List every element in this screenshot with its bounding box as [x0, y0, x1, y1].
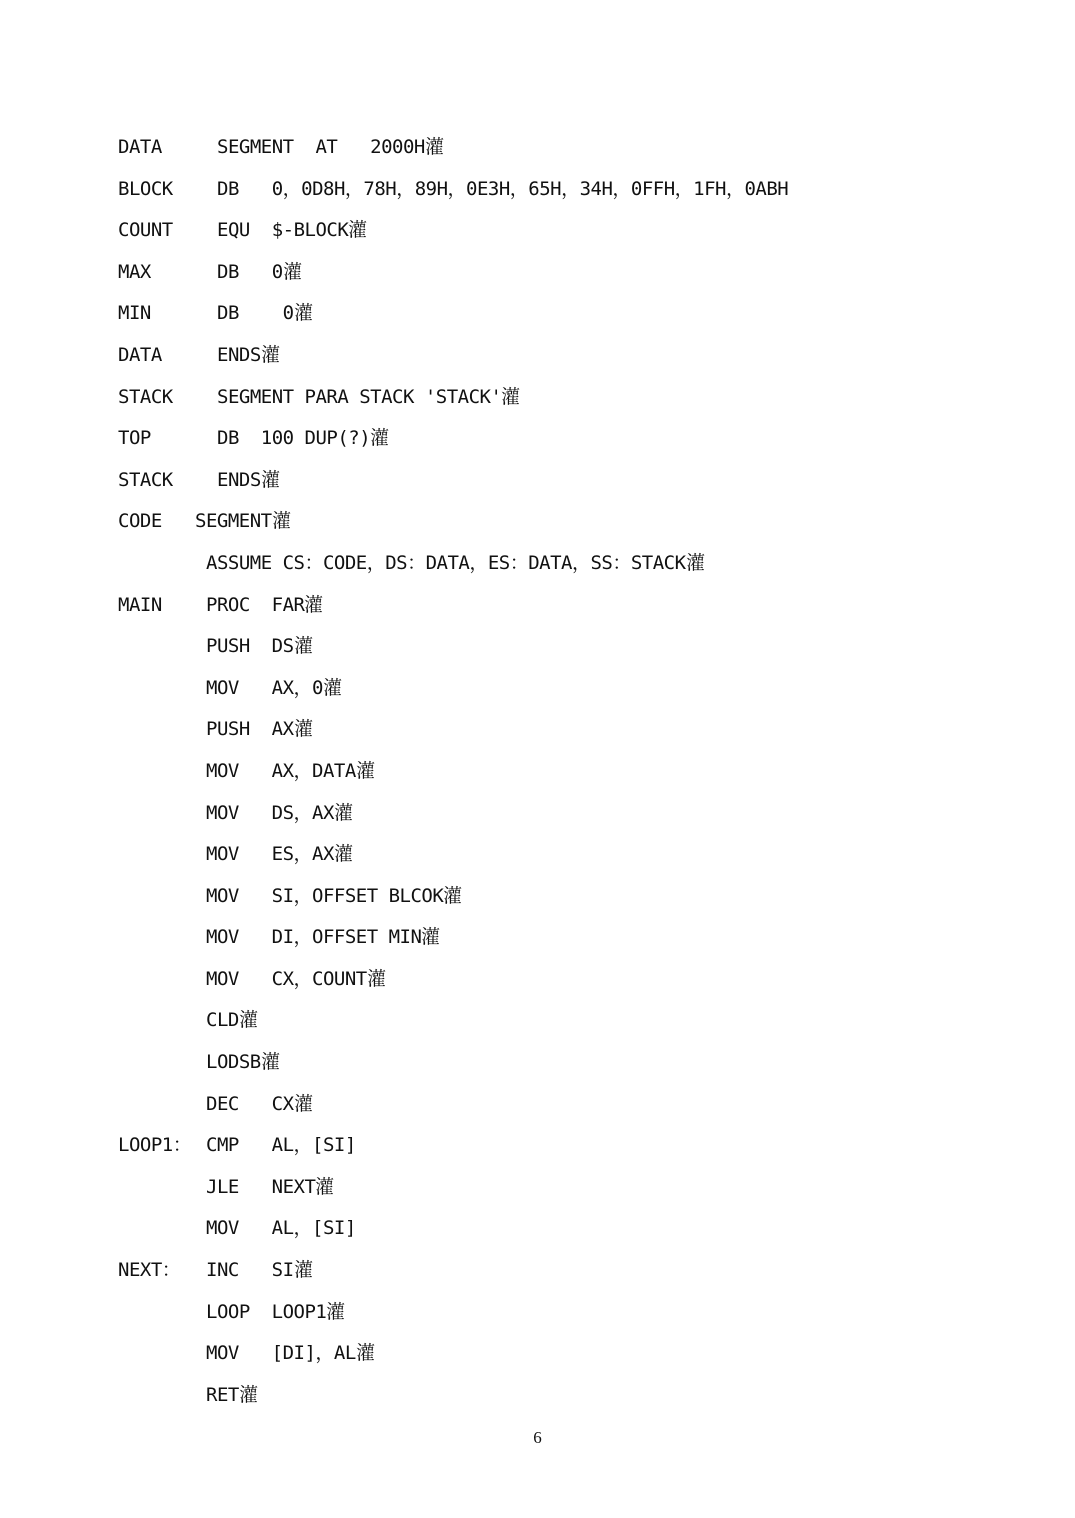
trailing-mark: 灌 [294, 302, 313, 325]
code-line [118, 297, 1018, 339]
trailing-mark: 灌 [294, 1092, 313, 1115]
trailing-mark: 灌 [239, 1009, 258, 1032]
trailing-mark: 灌 [261, 343, 280, 366]
code-line [118, 589, 1018, 631]
trailing-mark: 灌 [283, 260, 302, 283]
code-line [118, 422, 1018, 464]
code-line [118, 1254, 1018, 1296]
code-line [118, 173, 1018, 215]
code-statement: MOV DI，OFFSET MIN [206, 926, 422, 949]
code-label: MAX [118, 260, 151, 283]
trailing-mark: 灌 [239, 1383, 258, 1406]
code-statement: SEGMENT AT 2000H [217, 136, 425, 158]
code-label: MAIN [118, 593, 162, 616]
code-line [118, 1088, 1018, 1130]
code-line [118, 630, 1018, 672]
code-statement: JLE NEXT [206, 1175, 316, 1198]
code-statement: PUSH AX [206, 718, 294, 741]
code-statement: DB 0，0D8H，78H，89H，0E3H，65H，34H，0FFH，1FH，0ABH [217, 177, 789, 200]
code-statement: LOOP LOOP1 [206, 1300, 327, 1323]
trailing-mark: 灌 [425, 136, 444, 158]
code-line [118, 131, 1018, 173]
code-statement: MOV [DI]，AL [206, 1342, 356, 1365]
code-statement: ASSUME CS：CODE，DS：DATA，ES：DATA，SS：STACK [206, 551, 686, 574]
assembly-code-listing [118, 131, 1018, 1420]
code-statement: SEGMENT PARA STACK 'STACK' [217, 385, 502, 408]
code-line [118, 381, 1018, 423]
trailing-mark: 灌 [334, 843, 353, 866]
code-line [118, 880, 1018, 922]
code-line [118, 672, 1018, 714]
code-statement: ENDS [217, 343, 261, 366]
code-line [118, 1004, 1018, 1046]
code-line [118, 713, 1018, 755]
code-statement: PROC FAR [206, 593, 305, 616]
code-label: STACK [118, 385, 173, 408]
code-statement: MOV ES，AX [206, 843, 334, 866]
code-line [118, 755, 1018, 797]
code-statement: DEC CX [206, 1092, 294, 1115]
code-statement: PUSH DS [206, 635, 294, 658]
code-statement: DB 0 [217, 302, 294, 325]
trailing-mark: 灌 [326, 1300, 345, 1323]
code-label: DATA [118, 343, 162, 366]
trailing-mark: 灌 [261, 468, 280, 491]
code-line [118, 464, 1018, 506]
code-label: MIN [118, 302, 151, 325]
code-statement: EQU $-BLOCK [217, 219, 349, 242]
code-statement: MOV AX，0 [206, 676, 323, 699]
code-line [118, 1379, 1018, 1421]
code-line [118, 1337, 1018, 1379]
code-statement: CLD [206, 1009, 239, 1032]
trailing-mark: 灌 [356, 759, 375, 782]
trailing-mark: 灌 [272, 510, 291, 533]
trailing-mark: 灌 [367, 967, 386, 990]
code-line [118, 505, 1018, 547]
code-label: CODE [118, 510, 162, 533]
code-line [118, 214, 1018, 256]
page-number: 6 [533, 1428, 542, 1447]
code-statement: DB 100 DUP(?) [217, 427, 371, 450]
code-line [118, 1296, 1018, 1338]
trailing-mark: 灌 [443, 884, 462, 907]
trailing-mark: 灌 [686, 551, 705, 574]
trailing-mark: 灌 [348, 219, 367, 242]
code-statement: INC SI [206, 1259, 294, 1282]
code-line [118, 797, 1018, 839]
trailing-mark: 灌 [315, 1175, 334, 1198]
code-statement: ENDS [217, 468, 261, 491]
code-label: TOP [118, 427, 151, 450]
code-statement: CMP AL，[SI] [206, 1134, 356, 1157]
trailing-mark: 灌 [294, 718, 313, 741]
trailing-mark: 灌 [370, 427, 389, 450]
code-line [118, 963, 1018, 1005]
code-statement: RET [206, 1383, 239, 1406]
code-statement: MOV SI，OFFSET BLCOK [206, 884, 444, 907]
trailing-mark: 灌 [334, 801, 353, 824]
code-label: STACK [118, 468, 173, 491]
trailing-mark: 灌 [294, 1259, 313, 1282]
code-statement: DB 0 [217, 260, 283, 283]
code-line [118, 1046, 1018, 1088]
trailing-mark: 灌 [323, 676, 342, 699]
code-label: BLOCK [118, 177, 173, 200]
code-statement: SEGMENT [195, 510, 272, 533]
code-label: LOOP1： [118, 1134, 192, 1157]
trailing-mark: 灌 [304, 593, 323, 616]
trailing-mark: 灌 [501, 385, 520, 408]
code-statement: MOV DS，AX [206, 801, 334, 824]
trailing-mark: 灌 [294, 635, 313, 658]
code-statement: MOV AL，[SI] [206, 1217, 356, 1240]
code-label: COUNT [118, 219, 173, 242]
code-statement: MOV CX，COUNT [206, 967, 367, 990]
code-line [118, 547, 1018, 589]
code-label: NEXT： [118, 1259, 181, 1282]
code-label: DATA [118, 136, 162, 158]
code-line [118, 1212, 1018, 1254]
code-statement: MOV AX，DATA [206, 759, 356, 782]
code-statement: LODSB [206, 1051, 261, 1074]
trailing-mark: 灌 [356, 1342, 375, 1365]
code-line [118, 256, 1018, 298]
code-line [118, 339, 1018, 381]
code-line [118, 838, 1018, 880]
code-line [118, 1171, 1018, 1213]
trailing-mark: 灌 [261, 1051, 280, 1074]
trailing-mark: 灌 [421, 926, 440, 949]
code-line [118, 1129, 1018, 1171]
code-line [118, 921, 1018, 963]
